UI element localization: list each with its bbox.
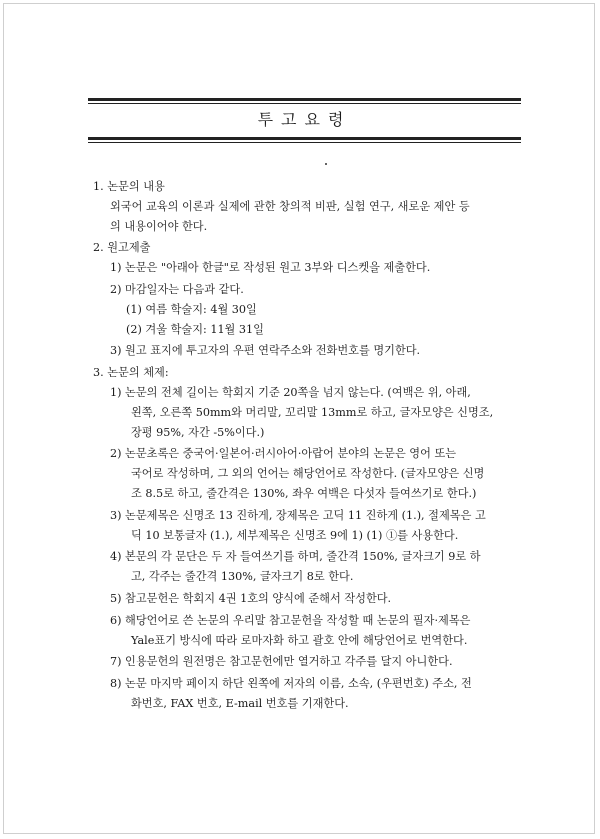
title-rule-bottom-thin <box>88 142 521 143</box>
list-item: 6) 해당언어로 쓴 논문의 우리말 참고문헌을 작성할 때 논문의 필자·제목은 <box>110 613 471 627</box>
list-item: 1) 논문의 전체 길이는 학회지 기준 20쪽을 넘지 않는다. (여백은 위, 아래, <box>110 385 471 399</box>
list-item-continuation: 화번호, FAX 번호, E-mail 번호를 기재한다. <box>131 696 349 710</box>
sub-list-item: (2) 겨울 학술지: 11월 31일 <box>126 322 264 336</box>
list-item: 4) 본문의 각 문단은 두 자 들여쓰기를 하며, 줄간격 150%, 글자크기 9로 하 <box>110 550 481 564</box>
title-rule-bottom <box>88 137 521 140</box>
decorative-dot <box>325 163 327 165</box>
list-item-continuation: 조 8.5로 하고, 줄간격은 130%, 좌우 여백은 다섯자 들여쓰기로 한다.) <box>131 486 477 500</box>
list-item-continuation: 딕 10 보통글자 (1.), 세부제목은 신명조 9에 1) (1) ①를 사용한다. <box>131 528 459 542</box>
section-heading: 3. 논문의 체제: <box>93 366 169 380</box>
page-title: 투고요령 <box>257 110 352 129</box>
list-item: 7) 인용문헌의 원전명은 참고문헌에만 열거하고 각주를 달지 아니한다. <box>110 655 453 669</box>
list-item: 8) 논문 마지막 페이지 하단 왼쪽에 저자의 이름, 소속, (우편번호) 주소, 전 <box>110 677 472 691</box>
list-item: 1) 논문은 "아래아 한글"로 작성된 원고 3부와 디스켓을 제출한다. <box>110 261 431 275</box>
paragraph-line: 의 내용이어야 한다. <box>110 219 208 233</box>
list-item: 2) 마감일자는 다음과 같다. <box>110 282 244 296</box>
list-item-continuation: 왼쪽, 오른쪽 50mm와 머리말, 꼬리말 13mm로 하고, 글자모양은 신명조, <box>131 405 494 419</box>
section-heading: 2. 원고제출 <box>93 241 151 255</box>
list-item: 3) 원고 표지에 투고자의 우편 연락주소와 전화번호를 명기한다. <box>110 344 421 358</box>
list-item: 2) 논문초록은 중국어·일본어·러시아어·아랍어 분야의 논문은 영어 또는 <box>110 447 457 461</box>
list-item-continuation: 국어로 작성하며, 그 외의 언어는 해당언어로 작성한다. (글자모양은 신명 <box>131 467 485 481</box>
list-item-continuation: Yale표기 방식에 따라 로마자화 하고 괄호 안에 해당언어로 번역한다. <box>131 633 468 647</box>
list-item: 5) 참고문헌은 학회지 4권 1호의 양식에 준해서 작성한다. <box>110 591 392 605</box>
list-item: 3) 논문제목은 신명조 13 진하게, 장제목은 고딕 11 진하게 (1.), 절제목은 고 <box>110 508 486 522</box>
list-item-continuation: 장평 95%, 자간 -5%이다.) <box>131 425 265 439</box>
paragraph-line: 외국어 교육의 이론과 실제에 관한 창의적 비판, 실험 연구, 새로운 제안 등 <box>110 199 470 213</box>
title-rule-top-thin <box>88 103 521 104</box>
guidelines-body <box>93 177 513 714</box>
sub-list-item: (1) 여름 학술지: 4월 30일 <box>126 302 257 316</box>
list-item-continuation: 고, 각주는 줄간격 130%, 글자크기 8로 한다. <box>131 570 354 584</box>
section-heading: 1. 논문의 내용 <box>93 180 165 193</box>
title-rule-top <box>88 98 521 101</box>
